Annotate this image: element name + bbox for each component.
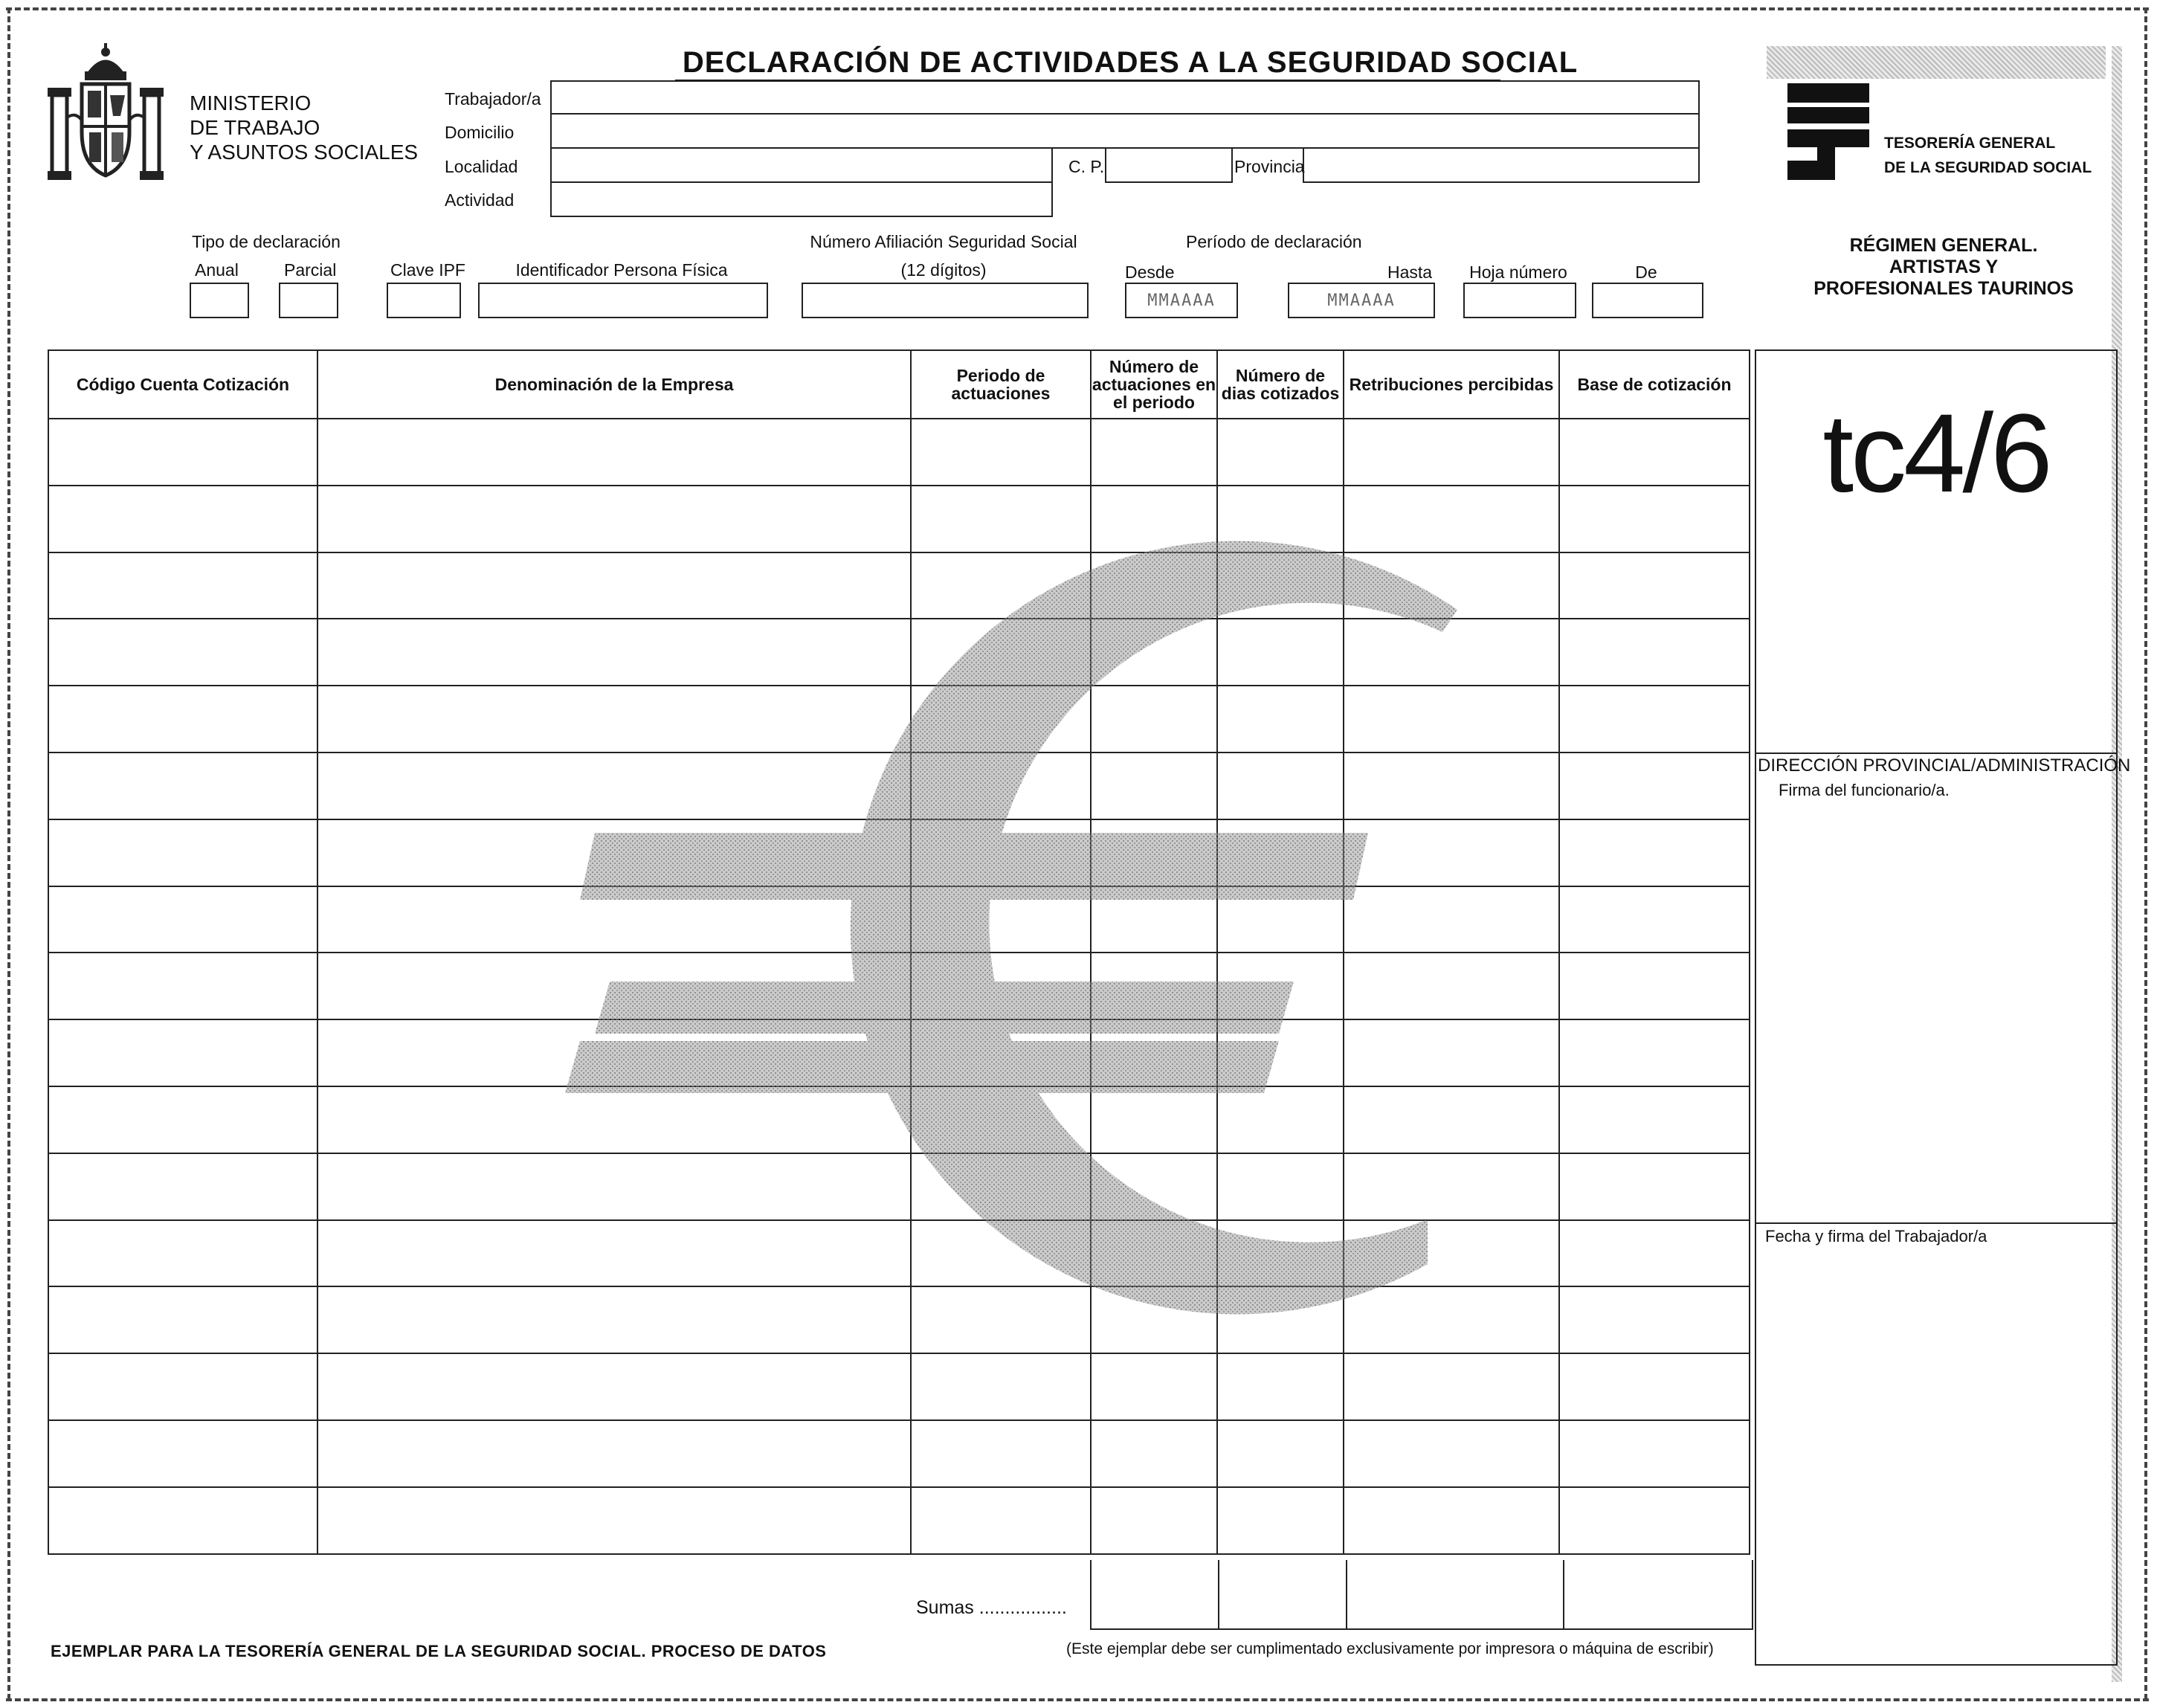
table-cell[interactable] (48, 1420, 317, 1487)
table-row (48, 1286, 1750, 1353)
table-row (48, 1019, 1750, 1086)
top-cut-border (6, 7, 2149, 10)
actividad-field[interactable] (550, 181, 1053, 217)
tesoreria-name: TESORERÍA GENERAL DE LA SEGURIDAD SOCIAL (1884, 135, 2092, 176)
table-cell[interactable] (1559, 1286, 1750, 1353)
trabajador-field[interactable] (550, 80, 1700, 115)
col-periodo-actuaciones: Periodo de actuaciones (911, 350, 1091, 419)
table-cell[interactable] (1217, 552, 1344, 619)
table-cell[interactable] (1217, 1353, 1344, 1420)
table-cell[interactable] (911, 1286, 1091, 1353)
table-cell[interactable] (911, 686, 1091, 753)
table-cell[interactable] (1217, 686, 1344, 753)
table-cell[interactable] (317, 1286, 911, 1353)
table-cell[interactable] (1091, 1487, 1217, 1554)
cp-label: C. P. (1068, 157, 1105, 176)
table-cell[interactable] (1344, 419, 1559, 486)
side-divider-1 (1756, 753, 2116, 754)
table-cell[interactable] (1217, 419, 1344, 486)
trabajador-label: Trabajador/a (445, 89, 541, 109)
left-cut-border (7, 7, 10, 1700)
table-cell[interactable] (317, 1353, 911, 1420)
trabajador-signature-area[interactable] (1756, 1251, 2116, 1660)
table-cell[interactable] (48, 486, 317, 552)
table-row (48, 886, 1750, 953)
coat-of-arms-logo (46, 43, 165, 186)
domicilio-label: Domicilio (445, 123, 515, 142)
table-cell[interactable] (1344, 686, 1559, 753)
table-cell[interactable] (1559, 1353, 1750, 1420)
tesoreria-logo (1787, 83, 1874, 180)
table-cell[interactable] (911, 486, 1091, 552)
table-cell[interactable] (317, 953, 911, 1019)
col-dias-cotizados: Número de dias cotizados (1217, 350, 1344, 419)
table-cell[interactable] (1091, 1019, 1217, 1086)
table-cell[interactable] (48, 886, 317, 953)
table-cell[interactable] (48, 753, 317, 819)
table-cell[interactable] (1559, 419, 1750, 486)
afiliacion-label: Número Afiliación Seguridad Social (810, 232, 1077, 251)
table-body (48, 419, 1750, 1554)
sumas-actuaciones-cell[interactable] (1092, 1560, 1219, 1628)
clave-ipf-label: Clave IPF (390, 260, 465, 280)
table-cell[interactable] (911, 1353, 1091, 1420)
sumas-retribuciones-cell[interactable] (1347, 1560, 1564, 1628)
table-cell[interactable] (911, 1420, 1091, 1487)
table-row (48, 1487, 1750, 1554)
table-cell[interactable] (48, 1019, 317, 1086)
anual-label: Anual (195, 260, 239, 280)
table-cell[interactable] (1091, 953, 1217, 1019)
table-cell[interactable] (1344, 619, 1559, 686)
parcial-checkbox[interactable] (279, 283, 338, 318)
table-cell[interactable] (1217, 486, 1344, 552)
fecha-firma-trabajador-label: Fecha y firma del Trabajador/a (1765, 1227, 1987, 1245)
table-row (48, 1220, 1750, 1287)
table-cell[interactable] (1217, 886, 1344, 953)
table-cell[interactable] (911, 1086, 1091, 1153)
table-cell[interactable] (1344, 1353, 1559, 1420)
desde-field[interactable]: MMAAAA (1125, 283, 1238, 318)
funcionario-signature-area[interactable] (1756, 802, 2116, 1218)
table-cell[interactable] (1091, 552, 1217, 619)
table-cell[interactable] (1091, 886, 1217, 953)
table-cell[interactable] (1344, 753, 1559, 819)
table-cell[interactable] (1091, 619, 1217, 686)
table-cell[interactable] (1091, 419, 1217, 486)
anual-checkbox[interactable] (190, 283, 249, 318)
clave-ipf-field[interactable] (387, 283, 461, 318)
table-cell[interactable] (48, 953, 317, 1019)
table-cell[interactable] (1217, 1487, 1344, 1554)
table-cell[interactable] (1091, 1220, 1217, 1287)
cp-field[interactable] (1105, 147, 1233, 183)
table-cell[interactable] (1559, 1153, 1750, 1220)
table-cell[interactable] (317, 753, 911, 819)
de-label: De (1635, 262, 1657, 282)
table-cell[interactable] (1559, 953, 1750, 1019)
table-cell[interactable] (1091, 1353, 1217, 1420)
table-cell[interactable] (1559, 686, 1750, 753)
table-cell[interactable] (1217, 1153, 1344, 1220)
table-cell[interactable] (911, 753, 1091, 819)
col-numero-actuaciones: Número de actuaciones en el periodo (1091, 350, 1217, 419)
table-cell[interactable] (317, 1153, 911, 1220)
table-row (48, 419, 1750, 486)
localidad-label: Localidad (445, 157, 518, 176)
table-cell[interactable] (1559, 819, 1750, 886)
table-cell[interactable] (48, 819, 317, 886)
table-cell[interactable] (1559, 886, 1750, 953)
table-cell[interactable] (317, 886, 911, 953)
ministry-name: MINISTERIO DE TRABAJO Y ASUNTOS SOCIALES (190, 91, 419, 164)
table-cell[interactable] (1559, 753, 1750, 819)
col-retribuciones: Retribuciones percibidas (1344, 350, 1559, 419)
hoja-numero-label: Hoja número (1469, 262, 1567, 282)
parcial-label: Parcial (284, 260, 337, 280)
table-cell[interactable] (911, 819, 1091, 886)
side-divider-2 (1756, 1222, 2116, 1224)
table-cell[interactable] (1091, 1086, 1217, 1153)
tesoreria-shade-band (1767, 46, 2106, 79)
table-cell[interactable] (48, 552, 317, 619)
table-cell[interactable] (1217, 1220, 1344, 1287)
table-cell[interactable] (317, 686, 911, 753)
col-denominacion: Denominación de la Empresa (317, 350, 911, 419)
table-cell[interactable] (1091, 753, 1217, 819)
hoja-numero-field[interactable] (1463, 283, 1576, 318)
table-cell[interactable] (911, 619, 1091, 686)
domicilio-field[interactable] (550, 113, 1700, 149)
table-row (48, 1086, 1750, 1153)
table-cell[interactable] (1344, 1420, 1559, 1487)
table-row (48, 953, 1750, 1019)
desde-label: Desde (1125, 262, 1175, 282)
sumas-label: Sumas ................. (916, 1597, 1067, 1618)
table-cell[interactable] (317, 819, 911, 886)
table-cell[interactable] (48, 619, 317, 686)
table-cell[interactable] (1344, 1086, 1559, 1153)
regimen-title: RÉGIMEN GENERAL. ARTISTAS Y PROFESIONALES TAURINOS (1813, 235, 2074, 299)
table-cell[interactable] (1344, 1220, 1559, 1287)
table-cell[interactable] (1217, 1019, 1344, 1086)
table-cell[interactable] (1217, 753, 1344, 819)
table-cell[interactable] (317, 1019, 911, 1086)
afiliacion-sub-label: (12 dígitos) (900, 260, 987, 280)
tipo-declaracion-label: Tipo de declaración (192, 232, 341, 251)
table-cell[interactable] (1091, 1153, 1217, 1220)
table-cell[interactable] (317, 419, 911, 486)
table-cell[interactable] (1344, 886, 1559, 953)
bottom-cut-border (6, 1698, 2149, 1701)
sumas-base-cell[interactable] (1564, 1560, 1752, 1628)
table-cell[interactable] (1344, 1286, 1559, 1353)
de-field[interactable] (1592, 283, 1703, 318)
table-cell[interactable] (911, 552, 1091, 619)
table-cell[interactable] (1091, 1286, 1217, 1353)
table-cell[interactable] (48, 1286, 317, 1353)
table-cell[interactable] (911, 953, 1091, 1019)
sumas-row (1090, 1560, 1753, 1630)
table-cell[interactable] (911, 1019, 1091, 1086)
table-row (48, 619, 1750, 686)
direccion-label: DIRECCIÓN PROVINCIAL/ADMINISTRACIÓN (1758, 755, 2131, 776)
table-cell[interactable] (1091, 486, 1217, 552)
table-cell[interactable] (1344, 1019, 1559, 1086)
table-cell[interactable] (911, 886, 1091, 953)
table-cell[interactable] (317, 1487, 911, 1554)
table-cell[interactable] (317, 619, 911, 686)
identificador-label: Identificador Persona Física (515, 260, 728, 280)
periodo-label: Período de declaración (1186, 232, 1362, 251)
table-row (48, 686, 1750, 753)
table-cell[interactable] (1559, 1086, 1750, 1153)
ejemplar-footer: EJEMPLAR PARA LA TESORERÍA GENERAL DE LA SEGURIDAD SOCIAL. PROCESO DE DATOS (51, 1642, 827, 1660)
table-cell[interactable] (317, 1220, 911, 1287)
actividad-label: Actividad (445, 190, 515, 210)
table-cell[interactable] (48, 1487, 317, 1554)
table-cell[interactable] (1344, 486, 1559, 552)
table-row (48, 753, 1750, 819)
table-cell[interactable] (1344, 819, 1559, 886)
table-cell[interactable] (911, 1487, 1091, 1554)
table-cell[interactable] (1217, 1420, 1344, 1487)
identificador-field[interactable] (478, 283, 768, 318)
table-cell[interactable] (1091, 686, 1217, 753)
table-cell[interactable] (317, 552, 911, 619)
hasta-field[interactable]: MMAAAA (1288, 283, 1435, 318)
table-row (48, 819, 1750, 886)
table-cell[interactable] (48, 1220, 317, 1287)
table-cell[interactable] (1217, 953, 1344, 1019)
table-cell[interactable] (1217, 1086, 1344, 1153)
table-cell[interactable] (1091, 1420, 1217, 1487)
table-cell[interactable] (48, 1353, 317, 1420)
hasta-label: Hasta (1387, 262, 1433, 282)
table-cell[interactable] (48, 1086, 317, 1153)
table-row (48, 1153, 1750, 1220)
table-cell[interactable] (1559, 1487, 1750, 1554)
table-cell[interactable] (317, 1086, 911, 1153)
table-cell[interactable] (1217, 619, 1344, 686)
afiliacion-field[interactable] (802, 283, 1089, 318)
side-panel (1755, 349, 2131, 1666)
table-cell[interactable] (1559, 1420, 1750, 1487)
table-cell[interactable] (317, 1420, 911, 1487)
table-cell[interactable] (1559, 486, 1750, 552)
form-code: tc4/6 (1822, 390, 2050, 515)
table-cell[interactable] (48, 419, 317, 486)
table-cell[interactable] (1559, 1019, 1750, 1086)
provincia-label: Provincia (1234, 157, 1305, 176)
table-row (48, 552, 1750, 619)
table-cell[interactable] (317, 486, 911, 552)
table-cell[interactable] (1217, 819, 1344, 886)
table-cell[interactable] (911, 419, 1091, 486)
table-row (48, 1420, 1750, 1487)
table-cell[interactable] (1559, 1220, 1750, 1287)
table-cell[interactable] (911, 1220, 1091, 1287)
table-cell[interactable] (48, 1153, 317, 1220)
col-base-cotizacion: Base de cotización (1559, 350, 1750, 419)
sumas-dias-cell[interactable] (1219, 1560, 1347, 1628)
table-cell[interactable] (1559, 552, 1750, 619)
table-cell[interactable] (1559, 619, 1750, 686)
table-row (48, 486, 1750, 552)
table-cell[interactable] (1344, 1487, 1559, 1554)
table-cell[interactable] (1217, 1286, 1344, 1353)
table-cell[interactable] (1091, 819, 1217, 886)
table-cell[interactable] (1344, 953, 1559, 1019)
table-cell[interactable] (911, 1153, 1091, 1220)
nota-footer: (Este ejemplar debe ser cumplimentado exclusivamente por impresora o máquina de escribir) (1066, 1640, 1714, 1657)
form-title: DECLARACIÓN DE ACTIVIDADES A LA SEGURIDAD SOCIAL (682, 46, 1579, 79)
firma-funcionario-label: Firma del funcionario/a. (1779, 781, 1950, 799)
right-cut-border (2144, 7, 2147, 1700)
table-cell[interactable] (48, 686, 317, 753)
provincia-field[interactable] (1303, 147, 1700, 183)
localidad-field[interactable] (550, 147, 1053, 183)
table-cell[interactable] (1344, 552, 1559, 619)
table-cell[interactable] (1344, 1153, 1559, 1220)
declaration-table (48, 349, 1750, 1555)
col-codigo-cuenta: Código Cuenta Cotización (48, 350, 317, 419)
table-row (48, 1353, 1750, 1420)
